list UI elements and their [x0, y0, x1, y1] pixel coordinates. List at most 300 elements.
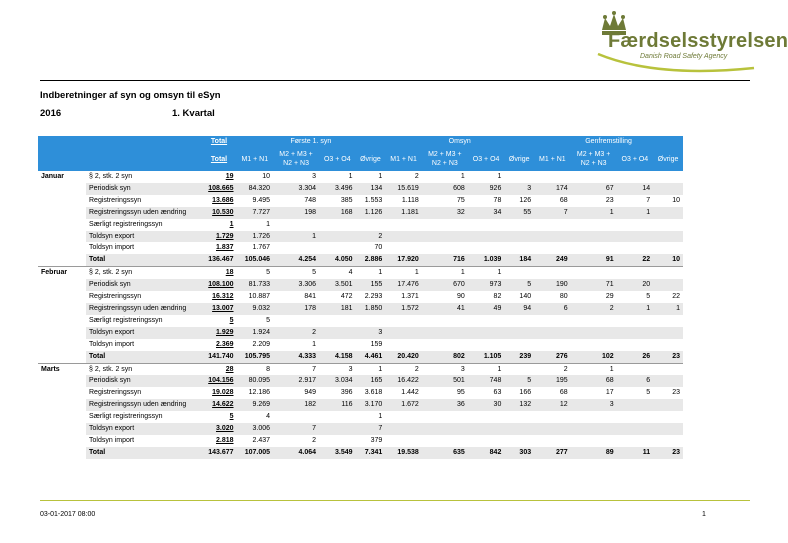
value-cell [468, 231, 505, 243]
value-cell [504, 423, 534, 435]
row-label: Periodisk syn [86, 375, 202, 387]
value-cell: 132 [504, 399, 534, 411]
value-cell: 195 [534, 375, 571, 387]
value-cell: 1.553 [364, 196, 383, 204]
value-cell: 10 [672, 196, 680, 204]
row-total-cell: 1.729 [202, 231, 237, 243]
value-cell [504, 435, 534, 447]
row-label: Toldsyn import [89, 436, 135, 444]
value-cell: 3.034 [319, 375, 356, 387]
value-cell [468, 411, 505, 423]
value-cell: 379 [370, 436, 383, 444]
row-total-cell: 16.312 [212, 293, 234, 301]
value-cell: 5 [266, 316, 271, 324]
row-label: Registreringssyn uden ændring [86, 207, 202, 219]
value-cell: 1 [617, 207, 654, 219]
value-cell [422, 219, 468, 231]
sub-header: M2 + M3 + N2 + N3 [273, 147, 319, 171]
value-cell: 10 [262, 173, 271, 180]
value-cell: 23 [605, 196, 614, 204]
logo-text: Færdselsstyrelsen [608, 30, 788, 52]
value-cell: 3.496 [319, 183, 356, 195]
value-cell: 91 [571, 254, 617, 266]
value-cell [319, 327, 356, 339]
value-cell [504, 327, 534, 339]
value-cell [653, 411, 683, 423]
value-cell: 841 [304, 293, 317, 301]
value-cell: 1.371 [401, 293, 419, 301]
value-cell [468, 339, 505, 351]
value-cell [571, 339, 617, 351]
table-row [38, 195, 683, 207]
value-cell: 249 [534, 254, 571, 266]
table-row [38, 339, 683, 351]
value-cell [617, 242, 654, 254]
value-cell: 5 [646, 293, 651, 301]
value-cell: 1 [385, 267, 422, 279]
value-cell: 3.501 [319, 279, 356, 291]
row-total-cell: 13.007 [202, 303, 237, 315]
value-cell [468, 327, 505, 339]
value-cell: 1 [312, 340, 317, 348]
value-cell: 2 [534, 363, 571, 375]
value-cell: 3.006 [237, 423, 274, 435]
table-row [38, 375, 683, 387]
value-cell: 842 [468, 447, 505, 459]
value-cell [571, 171, 617, 183]
value-cell [468, 219, 505, 231]
value-cell: 5 [646, 389, 651, 397]
value-cell [468, 435, 505, 447]
value-cell: 396 [340, 389, 353, 397]
value-cell [504, 242, 534, 254]
value-cell: 1.572 [385, 303, 422, 315]
value-cell [571, 219, 617, 231]
table-row [38, 279, 683, 291]
value-cell: 7.341 [356, 447, 386, 459]
value-cell [617, 231, 654, 243]
value-cell: 748 [468, 375, 505, 387]
value-cell: 4.254 [273, 254, 319, 266]
value-cell: 1 [571, 207, 617, 219]
value-cell [617, 423, 654, 435]
value-cell [653, 435, 683, 447]
value-cell [617, 315, 654, 327]
value-cell [356, 219, 386, 231]
value-cell: 22 [672, 293, 680, 301]
row-total-cell: 28 [202, 363, 237, 375]
value-cell: 802 [422, 351, 468, 363]
value-cell [385, 327, 422, 339]
value-cell [422, 339, 468, 351]
value-cell [319, 315, 356, 327]
row-label: § 2, stk. 2 syn [86, 363, 202, 375]
value-cell [653, 207, 683, 219]
value-cell: 1.726 [237, 231, 274, 243]
value-cell: 30 [468, 399, 505, 411]
value-cell [534, 219, 571, 231]
logo-subtitle: Danish Road Safety Agency [640, 53, 728, 60]
row-total-cell: 104.156 [202, 375, 237, 387]
row-total-cell: 108.100 [202, 279, 237, 291]
value-cell: 36 [422, 399, 468, 411]
value-cell [319, 339, 356, 351]
value-cell [534, 435, 571, 447]
value-cell: 4.064 [273, 447, 319, 459]
row-total-cell: 108.665 [202, 183, 237, 195]
value-cell: 7 [356, 423, 386, 435]
value-cell [385, 242, 422, 254]
value-cell: 71 [571, 279, 617, 291]
table-row [38, 254, 683, 266]
value-cell: 9.032 [237, 303, 274, 315]
sub-header-total: Total [202, 147, 237, 171]
value-cell [385, 231, 422, 243]
table-row [38, 231, 683, 243]
value-cell: 82 [493, 293, 502, 301]
value-cell: 1 [356, 363, 386, 375]
value-cell: 1.118 [401, 196, 419, 204]
value-cell: 10.887 [248, 293, 271, 301]
value-cell [534, 242, 571, 254]
value-cell: 1.850 [356, 303, 386, 315]
value-cell [422, 231, 468, 243]
row-total-cell: 18 [202, 267, 237, 279]
value-cell: 5 [504, 279, 534, 291]
value-cell: 716 [422, 254, 468, 266]
value-cell [504, 171, 534, 183]
value-cell [468, 423, 505, 435]
value-cell [385, 423, 422, 435]
value-cell: 2 [385, 363, 422, 375]
value-cell [617, 327, 654, 339]
value-cell: 303 [504, 447, 534, 459]
value-cell [319, 411, 356, 423]
value-cell [504, 315, 534, 327]
sub-header: M2 + M3 + N2 + N3 [571, 147, 617, 171]
value-cell [571, 411, 617, 423]
row-label: Toldsyn export [86, 423, 202, 435]
row-label: § 2, stk. 2 syn [86, 267, 202, 279]
value-cell: 75 [457, 196, 465, 204]
value-cell [653, 242, 683, 254]
value-cell: 55 [504, 207, 534, 219]
value-cell: 105.795 [237, 351, 274, 363]
report-year: 2016 [40, 108, 62, 119]
value-cell: 6 [534, 303, 571, 315]
value-cell: 1.767 [252, 244, 271, 252]
value-cell [653, 267, 683, 279]
value-cell: 12 [534, 399, 571, 411]
value-cell: 4.333 [273, 351, 319, 363]
group-header-reinspection: Omsyn [385, 136, 534, 147]
value-cell: 10 [653, 254, 683, 266]
footer-page-number: 1 [702, 511, 706, 518]
value-cell: 107.005 [237, 447, 274, 459]
value-cell [571, 267, 617, 279]
group-header-representation: Genfremstilling [534, 136, 683, 147]
value-cell: 1 [422, 267, 468, 279]
value-cell: 68 [559, 196, 568, 204]
value-cell [653, 363, 683, 375]
value-cell: 89 [571, 447, 617, 459]
value-cell [422, 423, 468, 435]
value-cell [422, 411, 468, 423]
value-cell: 81.733 [237, 279, 274, 291]
value-cell: 1.181 [385, 207, 422, 219]
row-total-cell: 2.369 [215, 340, 234, 348]
value-cell [653, 279, 683, 291]
sub-header: M1 + N1 [237, 147, 274, 171]
row-label: § 2, stk. 2 syn [89, 173, 133, 180]
table-body [38, 171, 683, 459]
row-label: Registreringssyn [89, 389, 142, 397]
value-cell: 3 [504, 183, 534, 195]
report-quarter: 1. Kvartal [172, 108, 215, 119]
row-label: Registreringssyn [89, 293, 142, 301]
value-cell: 4.158 [319, 351, 356, 363]
value-cell: 2 [356, 231, 386, 243]
value-cell [422, 315, 468, 327]
sub-header: O3 + O4 [468, 147, 505, 171]
row-label: Toldsyn export [86, 231, 202, 243]
value-cell: 12.186 [248, 389, 271, 397]
value-cell: 41 [422, 303, 468, 315]
value-cell: 2.917 [273, 375, 319, 387]
value-cell: 168 [319, 207, 356, 219]
row-label: Registreringssyn uden ændring [86, 399, 202, 411]
value-cell: 7 [273, 423, 319, 435]
sub-header: M1 + N1 [534, 147, 571, 171]
value-cell: 3 [356, 327, 386, 339]
value-cell: 1 [266, 220, 271, 228]
value-cell [534, 315, 571, 327]
value-cell [504, 339, 534, 351]
value-cell: 102 [571, 351, 617, 363]
value-cell [534, 267, 571, 279]
row-total-cell: 13.686 [212, 196, 234, 204]
row-total-cell: 1.837 [215, 244, 234, 252]
value-cell [617, 411, 654, 423]
value-cell: 1 [273, 231, 319, 243]
row-label: Toldsyn import [89, 340, 135, 348]
value-cell: 1 [497, 173, 502, 180]
value-cell: 7 [273, 363, 319, 375]
value-cell [468, 315, 505, 327]
header-spacer [38, 136, 202, 147]
value-cell [571, 423, 617, 435]
footer-divider [40, 500, 750, 501]
row-label: Total [86, 447, 202, 459]
value-cell [653, 219, 683, 231]
row-total-cell: 10.530 [202, 207, 237, 219]
value-cell: 1 [617, 303, 654, 315]
value-cell: 2.437 [252, 436, 271, 444]
month-label: Januar [38, 171, 86, 267]
value-cell [273, 411, 319, 423]
row-total-cell: 136.467 [202, 254, 237, 266]
sub-header: M2 + M3 + N2 + N3 [422, 147, 468, 171]
value-cell: 22 [617, 254, 654, 266]
value-cell [617, 339, 654, 351]
value-cell: 4.050 [319, 254, 356, 266]
value-cell [617, 363, 654, 375]
row-label: Toldsyn export [86, 327, 202, 339]
value-cell [617, 219, 654, 231]
value-cell: 17.920 [385, 254, 422, 266]
value-cell: 20 [617, 279, 654, 291]
value-cell: 29 [605, 293, 614, 301]
statistics-table [38, 136, 683, 459]
value-cell: 3.306 [273, 279, 319, 291]
row-total-cell: 5 [229, 413, 234, 421]
value-cell: 67 [571, 183, 617, 195]
table-row [38, 303, 683, 315]
value-cell [273, 242, 319, 254]
value-cell: 23 [653, 351, 683, 363]
value-cell [422, 435, 468, 447]
table-row [38, 183, 683, 195]
table-row [38, 171, 683, 183]
value-cell [653, 327, 683, 339]
value-cell [571, 315, 617, 327]
value-cell: 94 [504, 303, 534, 315]
value-cell: 3.170 [356, 399, 386, 411]
row-total-cell: 3.020 [202, 423, 237, 435]
value-cell: 5 [504, 375, 534, 387]
table-row [38, 423, 683, 435]
value-cell [534, 171, 571, 183]
group-header-first-inspection: Første 1. syn [237, 136, 386, 147]
value-cell: 11 [617, 447, 654, 459]
value-cell: 116 [319, 399, 356, 411]
value-cell [319, 242, 356, 254]
value-cell: 23 [653, 447, 683, 459]
value-cell: 23 [672, 389, 680, 397]
group-header-total: Total [202, 136, 237, 147]
value-cell [653, 183, 683, 195]
table-row [38, 411, 683, 423]
value-cell: 32 [422, 207, 468, 219]
value-cell: 472 [340, 293, 353, 301]
value-cell: 181 [319, 303, 356, 315]
value-cell: 68 [571, 375, 617, 387]
value-cell: 1.924 [237, 327, 274, 339]
row-label: Toldsyn import [89, 244, 135, 252]
value-cell [385, 339, 422, 351]
header-spacer [38, 147, 202, 171]
row-label: Periodisk syn [86, 279, 202, 291]
value-cell [571, 435, 617, 447]
value-cell: 3 [319, 363, 356, 375]
value-cell: 5 [273, 267, 319, 279]
value-cell [617, 435, 654, 447]
value-cell [653, 339, 683, 351]
value-cell [504, 363, 534, 375]
table-row [38, 219, 683, 231]
value-cell: 1 [348, 173, 353, 180]
row-label: Særligt registreringssyn [89, 220, 163, 228]
value-cell: 49 [468, 303, 505, 315]
value-cell: 105.046 [237, 254, 274, 266]
value-cell: 84.320 [237, 183, 274, 195]
value-cell: 2 [571, 303, 617, 315]
value-cell [422, 327, 468, 339]
value-cell: 1 [468, 267, 505, 279]
value-cell [571, 327, 617, 339]
value-cell [504, 411, 534, 423]
sub-header: Øvrige [653, 147, 683, 171]
table-row [38, 242, 683, 254]
value-cell: 2.209 [252, 340, 271, 348]
row-total-cell: 5 [229, 316, 234, 324]
value-cell: 134 [356, 183, 386, 195]
value-cell: 1 [571, 363, 617, 375]
value-cell: 2 [414, 173, 419, 180]
value-cell: 670 [422, 279, 468, 291]
value-cell [534, 327, 571, 339]
group-header-row [38, 136, 683, 147]
value-cell: 155 [356, 279, 386, 291]
logo-swoosh-icon [596, 48, 756, 78]
table-row [38, 447, 683, 459]
value-cell [534, 231, 571, 243]
value-cell: 748 [304, 196, 317, 204]
value-cell: 70 [374, 244, 383, 252]
value-cell: 178 [273, 303, 319, 315]
value-cell [319, 219, 356, 231]
value-cell: 95 [457, 389, 465, 397]
value-cell: 78 [493, 196, 502, 204]
value-cell: 1.039 [468, 254, 505, 266]
sub-header-row [38, 147, 683, 171]
report-title: Indberetninger af syn og omsyn til eSyn [40, 90, 221, 101]
value-cell: 90 [457, 293, 465, 301]
table-row [38, 363, 683, 375]
value-cell: 1 [378, 173, 383, 180]
value-cell [356, 315, 386, 327]
value-cell [319, 435, 356, 447]
value-cell: 5 [237, 267, 274, 279]
value-cell: 1 [356, 267, 386, 279]
value-cell: 8 [237, 363, 274, 375]
value-cell: 26 [617, 351, 654, 363]
value-cell [617, 267, 654, 279]
row-total-cell: 143.677 [202, 447, 237, 459]
value-cell: 68 [559, 389, 568, 397]
sub-header: Øvrige [356, 147, 386, 171]
row-label: Registreringssyn [89, 196, 142, 204]
value-cell [385, 435, 422, 447]
value-cell [653, 315, 683, 327]
sub-header: Øvrige [504, 147, 534, 171]
value-cell: 1.442 [401, 389, 419, 397]
value-cell [422, 242, 468, 254]
value-cell: 239 [504, 351, 534, 363]
value-cell [571, 231, 617, 243]
value-cell [653, 423, 683, 435]
table-row [38, 267, 683, 279]
value-cell: 1 [378, 413, 383, 421]
value-cell: 1.105 [468, 351, 505, 363]
value-cell: 15.619 [385, 183, 422, 195]
value-cell: 6 [617, 375, 654, 387]
table-row [38, 291, 683, 303]
value-cell: 165 [356, 375, 386, 387]
row-total-cell: 1 [229, 220, 234, 228]
value-cell [319, 423, 356, 435]
value-cell: 4 [266, 413, 271, 421]
